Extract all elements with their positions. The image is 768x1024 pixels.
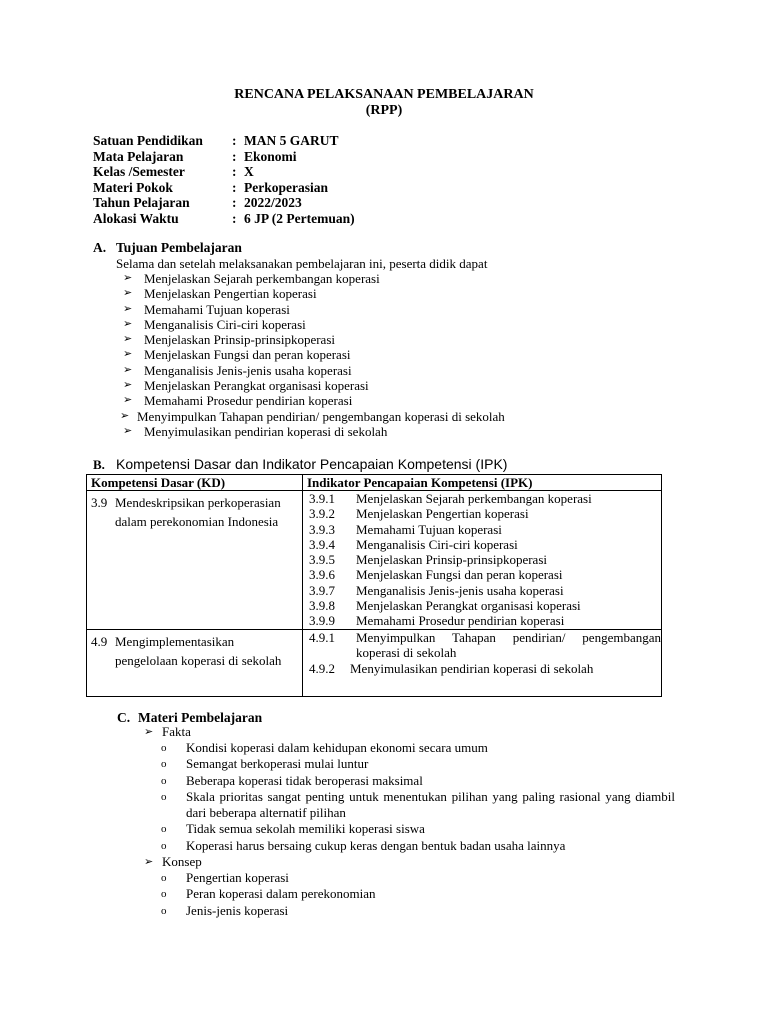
section-b-heading xyxy=(93,456,507,474)
table-row xyxy=(87,491,662,630)
ipk-item xyxy=(303,613,661,628)
ipk-item xyxy=(303,552,661,567)
material-group-label xyxy=(144,724,675,740)
list-item xyxy=(144,789,675,822)
arrow-bullet-icon: ➢ xyxy=(123,394,133,407)
list-item xyxy=(120,363,505,378)
material-group xyxy=(144,854,675,919)
material-group-label xyxy=(144,854,675,870)
arrow-bullet-icon: ➢ xyxy=(144,856,154,869)
ipk-cell xyxy=(303,491,662,630)
ipk-number: 4.9.1 xyxy=(309,629,335,645)
list-item-text: Memahami Tujuan koperasi xyxy=(144,301,290,317)
list-item xyxy=(144,886,675,902)
arrow-bullet-icon: ➢ xyxy=(123,424,133,437)
column-header-ipk: Indikator Pencapaian Kompetensi (IPK) xyxy=(303,475,662,491)
ipk-cell xyxy=(303,629,662,696)
circle-bullet-icon: o xyxy=(161,904,167,917)
ipk-number: 3.9.8 xyxy=(309,598,335,614)
circle-bullet-icon: o xyxy=(161,758,167,771)
list-item-text: Menyimpulkan Tahapan pendirian/ pengembangan koperasi di sekolah xyxy=(137,408,505,424)
ipk-item xyxy=(303,491,661,506)
ipk-text: Menyimulasikan pendirian koperasi di sekolah xyxy=(350,661,594,677)
meta-label: Satuan Pendidikan xyxy=(93,133,203,148)
ipk-text: Menjelaskan Pengertian koperasi xyxy=(356,506,529,522)
section-letter: A. xyxy=(93,240,107,255)
ipk-number: 3.9.9 xyxy=(309,613,335,629)
circle-bullet-icon: o xyxy=(161,774,167,787)
meta-colon: : xyxy=(232,210,237,226)
meta-colon: : xyxy=(232,164,237,179)
list-item-text: Menyimulasikan pendirian koperasi di sekolah xyxy=(144,423,388,439)
kd-text: Mendeskripsikan perkoperasian dalam perekonomian Indonesia xyxy=(115,495,281,529)
list-item-text: Memahami Prosedur pendirian koperasi xyxy=(144,393,353,409)
list-item xyxy=(120,286,505,301)
meta-colon: : xyxy=(232,148,237,164)
meta-label: Materi Pokok xyxy=(93,179,173,195)
ipk-text: Menjelaskan Sejarah perkembangan koperasi xyxy=(356,491,592,506)
ipk-item xyxy=(303,661,661,676)
group-label-text: Fakta xyxy=(162,724,191,739)
list-item-text: Skala prioritas sangat penting untuk menentukan pilihan yang paling rasional yang diambil dari beberapa alternatif pilihan xyxy=(186,788,675,821)
circle-bullet-icon: o xyxy=(161,888,167,901)
section-a-intro: Selama dan setelah melaksanakan pembelajaran ini, peserta didik dapat xyxy=(116,256,488,271)
ipk-item xyxy=(303,537,661,552)
arrow-bullet-icon: ➢ xyxy=(123,317,133,330)
arrow-bullet-icon: ➢ xyxy=(123,272,133,284)
circle-bullet-icon: o xyxy=(161,872,167,885)
ipk-text: Menyimpulkan Tahapan pendirian/ pengembangan koperasi di sekolah xyxy=(356,629,661,660)
list-item xyxy=(144,838,675,854)
ipk-number: 4.9.2 xyxy=(309,661,335,677)
list-item-text: Menganalisis Ciri-ciri koperasi xyxy=(144,316,306,332)
circle-bullet-icon: o xyxy=(161,742,167,754)
learning-objectives-list xyxy=(120,271,505,439)
meta-colon: : xyxy=(232,179,237,195)
document-title: RENCANA PELAKSANAAN PEMBELAJARAN xyxy=(234,87,534,102)
arrow-bullet-icon: ➢ xyxy=(123,348,133,361)
arrow-bullet-icon: ➢ xyxy=(123,333,133,346)
list-item xyxy=(144,773,675,789)
meta-label: Alokasi Waktu xyxy=(93,210,179,226)
table-row xyxy=(87,629,662,696)
list-item-text: Menjelaskan Pengertian koperasi xyxy=(144,286,317,302)
meta-label: Tahun Pelajaran xyxy=(93,195,190,210)
kd-number: 3.9 xyxy=(91,495,108,510)
ipk-item xyxy=(303,583,661,598)
circle-bullet-icon: o xyxy=(161,839,167,852)
circle-bullet-icon: o xyxy=(161,790,167,803)
list-item xyxy=(120,409,505,424)
list-item-text: Menganalisis Jenis-jenis usaha koperasi xyxy=(144,362,352,378)
meta-value: X xyxy=(244,164,254,179)
ipk-item xyxy=(303,506,661,521)
list-item-text: Menjelaskan Fungsi dan peran koperasi xyxy=(144,347,351,363)
list-item xyxy=(120,347,505,362)
list-item xyxy=(120,424,505,439)
list-item xyxy=(120,317,505,332)
meta-value: 6 JP (2 Pertemuan) xyxy=(244,210,355,226)
material-sublist xyxy=(144,740,675,854)
list-item-text: Menjelaskan Prinsip-prinsipkoperasi xyxy=(144,332,335,348)
document-subtitle: (RPP) xyxy=(365,103,403,118)
ipk-text: Menjelaskan Fungsi dan peran koperasi xyxy=(356,567,563,583)
meta-colon: : xyxy=(232,195,237,210)
ipk-item xyxy=(303,567,661,582)
ipk-text: Menjelaskan Perangkat organisasi koperasi xyxy=(356,598,581,614)
list-item-text: Semangat berkoperasi mulai luntur xyxy=(186,756,369,772)
section-title: Tujuan Pembelajaran xyxy=(116,240,242,255)
ipk-item xyxy=(303,598,661,613)
list-item-text: Menjelaskan Perangkat organisasi koperasi xyxy=(144,378,369,394)
meta-value: MAN 5 GARUT xyxy=(244,133,339,148)
meta-label: Mata Pelajaran xyxy=(93,148,184,164)
list-item xyxy=(120,271,505,286)
section-title: Kompetensi Dasar dan Indikator Pencapaian Kompetensi (IPK) xyxy=(116,456,508,472)
ipk-item xyxy=(303,630,661,661)
circle-bullet-icon: o xyxy=(161,823,167,836)
group-label-text: Konsep xyxy=(162,854,202,870)
section-letter: C. xyxy=(117,710,131,725)
ipk-number: 3.9.6 xyxy=(309,567,335,583)
list-item-text: Kondisi koperasi dalam kehidupan ekonomi secara umum xyxy=(186,740,488,755)
arrow-bullet-icon: ➢ xyxy=(123,363,133,376)
kd-cell xyxy=(87,629,303,696)
meta-value: Perkoperasian xyxy=(244,179,328,195)
material-group xyxy=(144,724,675,854)
ipk-number: 3.9.1 xyxy=(309,491,335,506)
ipk-number: 3.9.3 xyxy=(309,521,335,537)
meta-value: 2022/2023 xyxy=(244,195,302,210)
meta-value: Ekonomi xyxy=(244,148,297,164)
kd-cell xyxy=(87,491,303,630)
list-item-text: Peran koperasi dalam perekonomian xyxy=(186,886,376,902)
list-item-text: Tidak semua sekolah memiliki koperasi siswa xyxy=(186,821,425,837)
kd-item xyxy=(91,632,298,670)
section-letter: B. xyxy=(93,457,105,472)
column-header-kd: Kompetensi Dasar (KD) xyxy=(87,475,303,491)
arrow-bullet-icon: ➢ xyxy=(120,409,130,422)
ipk-number: 3.9.7 xyxy=(309,582,335,598)
list-item-text: Koperasi harus bersaing cukup keras dengan bentuk badan usaha lainnya xyxy=(186,837,566,853)
list-item-text: Pengertian koperasi xyxy=(186,870,289,886)
meta-label: Kelas /Semester xyxy=(93,164,185,179)
ipk-number: 3.9.5 xyxy=(309,552,335,568)
list-item xyxy=(144,756,675,772)
ipk-text: Memahami Tujuan koperasi xyxy=(356,521,502,537)
list-item xyxy=(144,821,675,837)
competency-table xyxy=(86,474,662,697)
list-item-text: Beberapa koperasi tidak beroperasi maksimal xyxy=(186,772,423,788)
learning-materials-list xyxy=(144,724,675,919)
list-item xyxy=(120,302,505,317)
list-item xyxy=(120,393,505,408)
ipk-text: Menjelaskan Prinsip-prinsipkoperasi xyxy=(356,552,547,568)
ipk-text: Menganalisis Jenis-jenis usaha koperasi xyxy=(356,582,564,598)
ipk-number: 3.9.4 xyxy=(309,536,335,552)
table-header-row xyxy=(87,475,662,491)
meta-colon: : xyxy=(232,133,237,148)
arrow-bullet-icon: ➢ xyxy=(123,302,133,315)
arrow-bullet-icon: ➢ xyxy=(123,287,133,300)
kd-text: Mengimplementasikan pengelolaan koperasi di sekolah xyxy=(115,633,282,668)
kd-number: 4.9 xyxy=(91,633,108,649)
arrow-bullet-icon: ➢ xyxy=(144,726,154,738)
list-item xyxy=(144,903,675,919)
list-item xyxy=(120,378,505,393)
section-title: Materi Pembelajaran xyxy=(138,710,263,725)
kd-item xyxy=(91,493,298,531)
list-item xyxy=(144,870,675,886)
ipk-item xyxy=(303,522,661,537)
ipk-number: 3.9.2 xyxy=(309,506,335,522)
material-sublist xyxy=(144,870,675,919)
list-item xyxy=(120,332,505,347)
list-item-text: Jenis-jenis koperasi xyxy=(186,902,289,918)
list-item xyxy=(144,740,675,756)
arrow-bullet-icon: ➢ xyxy=(123,379,133,392)
ipk-text: Memahami Prosedur pendirian koperasi xyxy=(356,613,565,629)
ipk-text: Menganalisis Ciri-ciri koperasi xyxy=(356,536,518,552)
list-item-text: Menjelaskan Sejarah perkembangan koperasi xyxy=(144,271,380,286)
section-a-heading xyxy=(93,240,242,256)
